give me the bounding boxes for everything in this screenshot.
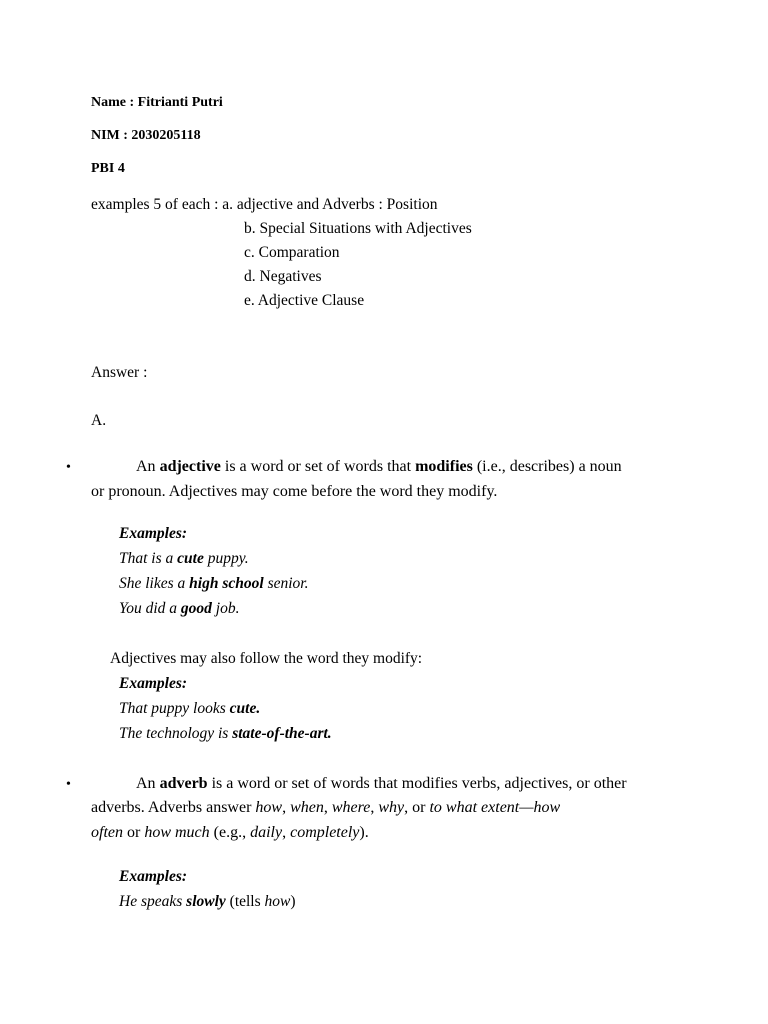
text-run: how much xyxy=(144,824,210,841)
text-run: how xyxy=(255,799,283,816)
text-run: ) xyxy=(290,893,296,910)
student-nim: NIM : 2030205118 xyxy=(91,128,201,143)
bullet-icon: • xyxy=(66,777,71,792)
text-run: to what extent—how xyxy=(429,799,561,816)
example-line xyxy=(119,701,260,717)
answer-label: Answer : xyxy=(91,364,148,381)
text-run: adverbs. Adverbs answer xyxy=(91,799,256,816)
example-line xyxy=(119,894,296,910)
task-item-e: e. Adjective Clause xyxy=(244,292,365,309)
text-run: senior. xyxy=(263,575,309,592)
task-item-d: d. Negatives xyxy=(244,268,322,285)
adverb-definition-line3 xyxy=(91,825,369,841)
section-a-label: A. xyxy=(91,412,107,429)
text-run: puppy. xyxy=(203,550,249,567)
text-run: or xyxy=(123,824,145,841)
example-keyword: slowly xyxy=(186,893,226,910)
example-keyword: cute xyxy=(177,550,204,567)
example-line xyxy=(119,601,239,617)
example-keyword: state-of-the-art. xyxy=(232,725,332,742)
example-keyword: good xyxy=(180,600,212,617)
text-run: You did a xyxy=(119,600,181,617)
text-run: is a word or set of words that modifies verbs, adjectives, or other xyxy=(207,775,627,792)
text-run: The technology is xyxy=(119,725,233,742)
text-run: how xyxy=(264,893,291,910)
text-run: is a word or set of words that xyxy=(220,458,416,475)
text-run: , xyxy=(370,799,379,816)
task-intro: examples 5 of each : a. adjective and Adverbs : Position xyxy=(91,196,438,213)
text-run: That puppy looks xyxy=(119,700,230,717)
bullet-icon: • xyxy=(66,460,71,475)
task-item-b: b. Special Situations with Adjectives xyxy=(244,220,472,237)
text-run: (e.g., xyxy=(209,824,251,841)
adverb-definition-line1 xyxy=(136,776,627,792)
text-run: An xyxy=(136,458,160,475)
text-run: where xyxy=(331,799,371,816)
text-run: That is a xyxy=(119,550,178,567)
term-adjective: adjective xyxy=(159,458,221,475)
text-run: , or xyxy=(404,799,430,816)
student-class: PBI 4 xyxy=(91,161,125,176)
example-line xyxy=(119,726,332,742)
adjective-definition-line1 xyxy=(136,459,622,475)
text-run: ). xyxy=(359,824,369,841)
text-run: daily xyxy=(250,824,283,841)
text-run: completely xyxy=(290,824,360,841)
term-adverb: adverb xyxy=(159,775,208,792)
text-run: (i.e., describes) a noun xyxy=(472,458,622,475)
task-item-c: c. Comparation xyxy=(244,244,340,261)
text-run: She likes a xyxy=(119,575,190,592)
examples-label: Examples: xyxy=(119,675,188,692)
example-keyword: high school xyxy=(189,575,264,592)
text-run: when xyxy=(290,799,324,816)
examples-label: Examples: xyxy=(119,868,188,885)
adverb-definition-line2 xyxy=(91,800,560,816)
term-modifies: modifies xyxy=(415,458,473,475)
example-line xyxy=(119,551,249,567)
text-run: why xyxy=(378,799,405,816)
text-run: often xyxy=(91,824,123,841)
text-run: , xyxy=(323,799,332,816)
text-run: , xyxy=(282,799,291,816)
text-run: , xyxy=(282,824,291,841)
text-run: job. xyxy=(211,600,240,617)
text-run: He speaks xyxy=(119,893,187,910)
example-line xyxy=(119,576,308,592)
example-keyword: cute. xyxy=(229,700,261,717)
text-run: An xyxy=(136,775,160,792)
text-run: (tells xyxy=(225,893,265,910)
student-name: Name : Fitrianti Putri xyxy=(91,95,223,110)
examples-label: Examples: xyxy=(119,525,188,542)
adjective-after-intro: Adjectives may also follow the word they modify: xyxy=(110,650,423,667)
adjective-definition-line2: or pronoun. Adjectives may come before the word they modify. xyxy=(91,483,498,500)
